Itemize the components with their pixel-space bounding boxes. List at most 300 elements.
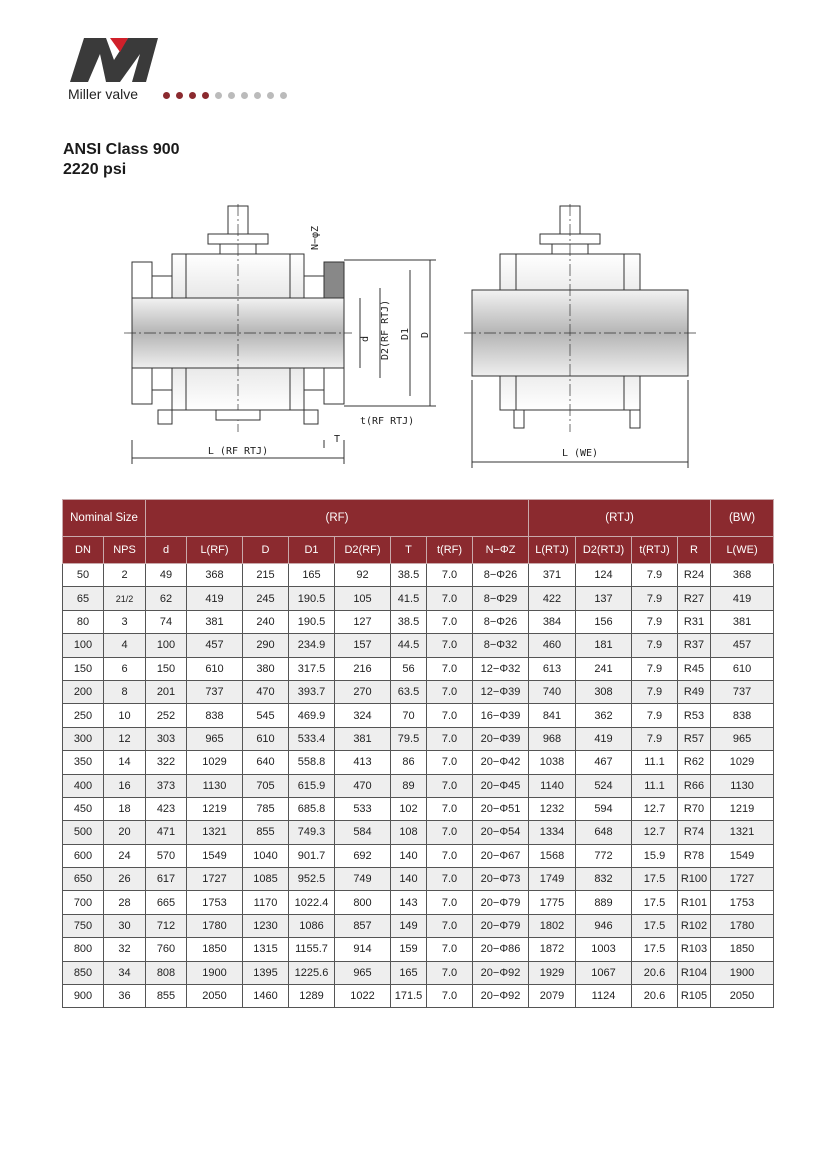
table-cell: 457 [711, 634, 774, 657]
column-header: NPS [104, 537, 146, 564]
column-header: T [391, 537, 427, 564]
header-rf: (RF) [146, 500, 529, 537]
column-header: t(RTJ) [632, 537, 678, 564]
table-cell: 1170 [243, 891, 289, 914]
table-cell: 1802 [529, 914, 576, 937]
table-cell: 900 [63, 985, 104, 1008]
table-cell: 7.9 [632, 564, 678, 587]
table-row [63, 704, 774, 727]
brand-name: Miller valve [68, 86, 139, 102]
table-cell: 16−Φ39 [473, 704, 529, 727]
table-cell: 50 [63, 564, 104, 587]
table-cell: 1124 [576, 985, 632, 1008]
table-cell: 617 [146, 868, 187, 891]
table-cell: 772 [576, 844, 632, 867]
table-row [63, 751, 774, 774]
table-cell: 749 [335, 868, 391, 891]
column-header: L(RF) [187, 537, 243, 564]
table-cell: 1749 [529, 868, 576, 891]
table-cell: 650 [63, 868, 104, 891]
table-row [63, 774, 774, 797]
table-cell: 965 [187, 727, 243, 750]
table-cell: 1872 [529, 938, 576, 961]
table-cell: 7.0 [427, 868, 473, 891]
table-cell: 150 [146, 657, 187, 680]
table-row [63, 938, 774, 961]
table-cell: 108 [391, 821, 427, 844]
brand-dot [241, 92, 248, 99]
table-cell: 3 [104, 610, 146, 633]
table-cell: 371 [529, 564, 576, 587]
brand-dot [267, 92, 274, 99]
table-cell: 423 [146, 797, 187, 820]
column-header: DN [63, 537, 104, 564]
table-cell: 270 [335, 680, 391, 703]
table-cell: 216 [335, 657, 391, 680]
table-cell: 156 [576, 610, 632, 633]
table-cell: 1225.6 [289, 961, 335, 984]
table-cell: 324 [335, 704, 391, 727]
table-cell: 36 [104, 985, 146, 1008]
table-cell: 38.5 [391, 564, 427, 587]
table-cell: 1900 [187, 961, 243, 984]
table-cell: 800 [63, 938, 104, 961]
header-rtj: (RTJ) [529, 500, 711, 537]
title-class: ANSI Class 900 [63, 141, 180, 158]
table-cell: 322 [146, 751, 187, 774]
table-row [63, 610, 774, 633]
table-cell: 750 [63, 914, 104, 937]
table-cell: 368 [711, 564, 774, 587]
table-cell: 201 [146, 680, 187, 703]
table-cell: 393.7 [289, 680, 335, 703]
table-cell: 952.5 [289, 868, 335, 891]
table-cell: 7.9 [632, 587, 678, 610]
table-cell: 700 [63, 891, 104, 914]
table-cell: 419 [576, 727, 632, 750]
table-cell: 533 [335, 797, 391, 820]
column-header: D1 [289, 537, 335, 564]
table-cell: 855 [146, 985, 187, 1008]
table-cell: 2050 [711, 985, 774, 1008]
column-header: d [146, 537, 187, 564]
table-cell: 1029 [711, 751, 774, 774]
table-cell: 240 [243, 610, 289, 633]
header-bw: (BW) [711, 500, 774, 537]
group-header-row [63, 500, 774, 537]
table-cell: 470 [243, 680, 289, 703]
table-cell: 62 [146, 587, 187, 610]
table-cell: 7.0 [427, 844, 473, 867]
table-cell: 419 [187, 587, 243, 610]
table-cell: R62 [678, 751, 711, 774]
table-cell: 1289 [289, 985, 335, 1008]
table-cell: 140 [391, 868, 427, 891]
column-header-row [63, 537, 774, 564]
table-cell: 692 [335, 844, 391, 867]
table-cell: 80 [63, 610, 104, 633]
table-cell: 171.5 [391, 985, 427, 1008]
table-cell: 12.7 [632, 797, 678, 820]
table-cell: 841 [529, 704, 576, 727]
table-cell: 7.9 [632, 680, 678, 703]
table-cell: 7.0 [427, 634, 473, 657]
table-cell: 34 [104, 961, 146, 984]
label-d: d [360, 335, 371, 342]
table-cell: 7.0 [427, 751, 473, 774]
table-cell: 1230 [243, 914, 289, 937]
table-cell: 16 [104, 774, 146, 797]
table-cell: 450 [63, 797, 104, 820]
table-cell: 1130 [187, 774, 243, 797]
table-cell: 100 [146, 634, 187, 657]
table-cell: 7.9 [632, 610, 678, 633]
table-row [63, 868, 774, 891]
valve-drawing [120, 200, 720, 470]
label-T: T [334, 434, 341, 445]
table-row [63, 797, 774, 820]
label-D: D [420, 331, 431, 338]
table-cell: 26 [104, 868, 146, 891]
column-header: N−ΦZ [473, 537, 529, 564]
table-cell: 32 [104, 938, 146, 961]
table-cell: 190.5 [289, 587, 335, 610]
table-cell: R102 [678, 914, 711, 937]
table-cell: 10 [104, 704, 146, 727]
table-cell: 300 [63, 727, 104, 750]
table-cell: R104 [678, 961, 711, 984]
table-cell: 28 [104, 891, 146, 914]
table-cell: 105 [335, 587, 391, 610]
table-cell: 92 [335, 564, 391, 587]
table-cell: 712 [146, 914, 187, 937]
table-cell: 1549 [711, 844, 774, 867]
table-cell: 157 [335, 634, 391, 657]
table-cell: 1086 [289, 914, 335, 937]
brand-dot [176, 92, 183, 99]
table-cell: 1753 [711, 891, 774, 914]
table-cell: 41.5 [391, 587, 427, 610]
table-cell: 124 [576, 564, 632, 587]
table-cell: 1219 [187, 797, 243, 820]
table-cell: 165 [391, 961, 427, 984]
table-cell: 460 [529, 634, 576, 657]
table-cell: 17.5 [632, 868, 678, 891]
table-cell: R24 [678, 564, 711, 587]
table-cell: R78 [678, 844, 711, 867]
label-d1: D1 [400, 327, 411, 340]
table-cell: 1155.7 [289, 938, 335, 961]
table-cell: 749.3 [289, 821, 335, 844]
table-cell: 17.5 [632, 938, 678, 961]
table-cell: 8−Φ32 [473, 634, 529, 657]
brand-dot [228, 92, 235, 99]
table-row [63, 727, 774, 750]
table-cell: R103 [678, 938, 711, 961]
table-cell: 127 [335, 610, 391, 633]
table-cell: 308 [576, 680, 632, 703]
table-cell: 8−Φ26 [473, 610, 529, 633]
table-cell: 7.0 [427, 774, 473, 797]
table-cell: 20−Φ79 [473, 914, 529, 937]
table-cell: R105 [678, 985, 711, 1008]
table-cell: 1040 [243, 844, 289, 867]
table-cell: 7.0 [427, 727, 473, 750]
table-cell: 20−Φ79 [473, 891, 529, 914]
welded-valve-view [464, 204, 696, 468]
brand-dot [189, 92, 196, 99]
table-cell: 1850 [187, 938, 243, 961]
table-cell: 20−Φ45 [473, 774, 529, 797]
table-cell: 7.9 [632, 704, 678, 727]
table-cell: 17.5 [632, 914, 678, 937]
table-cell: 250 [63, 704, 104, 727]
table-cell: 901.7 [289, 844, 335, 867]
table-cell: 1022.4 [289, 891, 335, 914]
table-cell: 86 [391, 751, 427, 774]
table-cell: 4 [104, 634, 146, 657]
table-cell: 200 [63, 680, 104, 703]
table-cell: 533.4 [289, 727, 335, 750]
table-cell: 20.6 [632, 985, 678, 1008]
table-cell: 181 [576, 634, 632, 657]
table-cell: R66 [678, 774, 711, 797]
table-cell: 594 [576, 797, 632, 820]
table-cell: 11.1 [632, 774, 678, 797]
table-cell: 1929 [529, 961, 576, 984]
header-nominal-size: Nominal Size [63, 500, 146, 537]
table-cell: 7.0 [427, 657, 473, 680]
table-cell: 384 [529, 610, 576, 633]
table-cell: 469.9 [289, 704, 335, 727]
table-row [63, 821, 774, 844]
table-cell: 7.0 [427, 797, 473, 820]
table-cell: 20−Φ86 [473, 938, 529, 961]
table-cell: 500 [63, 821, 104, 844]
table-cell: 1549 [187, 844, 243, 867]
table-cell: 760 [146, 938, 187, 961]
table-cell: 1140 [529, 774, 576, 797]
table-cell: R27 [678, 587, 711, 610]
table-cell: 1029 [187, 751, 243, 774]
table-cell: 1568 [529, 844, 576, 867]
table-row [63, 657, 774, 680]
table-row [63, 680, 774, 703]
table-cell: 65 [63, 587, 104, 610]
table-cell: 838 [187, 704, 243, 727]
table-cell: 20−Φ51 [473, 797, 529, 820]
brand-dots [163, 92, 287, 99]
table-cell: 600 [63, 844, 104, 867]
table-cell: R70 [678, 797, 711, 820]
table-cell: 705 [243, 774, 289, 797]
table-cell: 102 [391, 797, 427, 820]
label-l-rf-rtj: L (RF RTJ) [207, 446, 269, 457]
table-cell: 241 [576, 657, 632, 680]
table-row [63, 844, 774, 867]
table-cell: 20.6 [632, 961, 678, 984]
column-header: L(RTJ) [529, 537, 576, 564]
table-cell: 20−Φ42 [473, 751, 529, 774]
table-cell: 855 [243, 821, 289, 844]
label-l-we: L (WE) [561, 448, 599, 459]
table-cell: 137 [576, 587, 632, 610]
table-cell: 1003 [576, 938, 632, 961]
table-cell: 857 [335, 914, 391, 937]
table-cell: 2079 [529, 985, 576, 1008]
table-row [63, 891, 774, 914]
dimension-table [62, 499, 774, 1008]
table-cell: 6 [104, 657, 146, 680]
table-cell: 1130 [711, 774, 774, 797]
table-cell: 419 [711, 587, 774, 610]
table-cell: 1780 [711, 914, 774, 937]
label-d2: D2(RF RTJ) [380, 299, 391, 360]
page-title [63, 140, 180, 180]
table-cell: 968 [529, 727, 576, 750]
table-cell: 740 [529, 680, 576, 703]
table-cell: 1780 [187, 914, 243, 937]
table-cell: 381 [711, 610, 774, 633]
table-cell: 7.9 [632, 634, 678, 657]
brand-dot [202, 92, 209, 99]
table-cell: 545 [243, 704, 289, 727]
table-cell: 20−Φ92 [473, 961, 529, 984]
table-cell: 946 [576, 914, 632, 937]
table-cell: 558.8 [289, 751, 335, 774]
table-cell: 20−Φ39 [473, 727, 529, 750]
table-cell: R74 [678, 821, 711, 844]
table-cell: 7.0 [427, 938, 473, 961]
table-row [63, 587, 774, 610]
table-cell: 49 [146, 564, 187, 587]
table-cell: 381 [187, 610, 243, 633]
table-row [63, 564, 774, 587]
table-cell: 1085 [243, 868, 289, 891]
table-cell: 1334 [529, 821, 576, 844]
table-cell: 1900 [711, 961, 774, 984]
table-row [63, 914, 774, 937]
table-cell: 914 [335, 938, 391, 961]
table-cell: 1395 [243, 961, 289, 984]
table-cell: 850 [63, 961, 104, 984]
table-cell: 140 [391, 844, 427, 867]
table-cell: 7.0 [427, 587, 473, 610]
table-cell: 245 [243, 587, 289, 610]
table-cell: 368 [187, 564, 243, 587]
table-cell: 18 [104, 797, 146, 820]
table-cell: 832 [576, 868, 632, 891]
label-nz: N−φZ [310, 225, 321, 250]
table-cell: 7.0 [427, 821, 473, 844]
table-cell: 21/2 [104, 587, 146, 610]
brand-dot [254, 92, 261, 99]
table-cell: R45 [678, 657, 711, 680]
table-cell: 1727 [187, 868, 243, 891]
table-cell: 7.0 [427, 564, 473, 587]
table-cell: 1219 [711, 797, 774, 820]
column-header: L(WE) [711, 537, 774, 564]
table-cell: 7.0 [427, 680, 473, 703]
table-cell: 317.5 [289, 657, 335, 680]
table-cell: 400 [63, 774, 104, 797]
table-cell: 785 [243, 797, 289, 820]
table-row [63, 985, 774, 1008]
table-cell: 685.8 [289, 797, 335, 820]
table-cell: 56 [391, 657, 427, 680]
label-t: t(RF RTJ) [360, 416, 415, 427]
brand-dot [280, 92, 287, 99]
table-cell: 143 [391, 891, 427, 914]
table-cell: 12−Φ39 [473, 680, 529, 703]
title-pressure: 2220 psi [63, 161, 127, 178]
logo-mark-icon [62, 30, 172, 88]
column-header: t(RF) [427, 537, 473, 564]
table-cell: 467 [576, 751, 632, 774]
table-cell: 24 [104, 844, 146, 867]
table-cell: 1775 [529, 891, 576, 914]
table-cell: 610 [187, 657, 243, 680]
table-cell: 413 [335, 751, 391, 774]
table-cell: 149 [391, 914, 427, 937]
table-cell: 1727 [711, 868, 774, 891]
table-cell: 737 [187, 680, 243, 703]
column-header: D2(RTJ) [576, 537, 632, 564]
table-cell: 665 [146, 891, 187, 914]
table-cell: 584 [335, 821, 391, 844]
brand-dot [215, 92, 222, 99]
brand-dot [163, 92, 170, 99]
table-cell: 234.9 [289, 634, 335, 657]
table-cell: 800 [335, 891, 391, 914]
table-cell: 1022 [335, 985, 391, 1008]
table-cell: 8−Φ26 [473, 564, 529, 587]
table-cell: 648 [576, 821, 632, 844]
table-cell: 14 [104, 751, 146, 774]
table-cell: 457 [187, 634, 243, 657]
table-cell: 63.5 [391, 680, 427, 703]
table-cell: 252 [146, 704, 187, 727]
table-cell: 7.0 [427, 610, 473, 633]
table-cell: 17.5 [632, 891, 678, 914]
table-cell: 20−Φ67 [473, 844, 529, 867]
table-cell: 89 [391, 774, 427, 797]
table-cell: 7.0 [427, 704, 473, 727]
table-cell: 159 [391, 938, 427, 961]
table-row [63, 634, 774, 657]
table-cell: 70 [391, 704, 427, 727]
table-cell: 1067 [576, 961, 632, 984]
table-cell: 303 [146, 727, 187, 750]
table-cell: 2050 [187, 985, 243, 1008]
table-cell: 470 [335, 774, 391, 797]
table-cell: 1038 [529, 751, 576, 774]
table-cell: 1232 [529, 797, 576, 820]
table-cell: 190.5 [289, 610, 335, 633]
table-cell: 1321 [711, 821, 774, 844]
table-cell: 838 [711, 704, 774, 727]
table-cell: 613 [529, 657, 576, 680]
table-cell: 380 [243, 657, 289, 680]
table-cell: 615.9 [289, 774, 335, 797]
table-cell: 38.5 [391, 610, 427, 633]
table-cell: 7.9 [632, 657, 678, 680]
table-cell: 471 [146, 821, 187, 844]
table-cell: R53 [678, 704, 711, 727]
table-cell: 215 [243, 564, 289, 587]
table-cell: 15.9 [632, 844, 678, 867]
table-cell: R31 [678, 610, 711, 633]
